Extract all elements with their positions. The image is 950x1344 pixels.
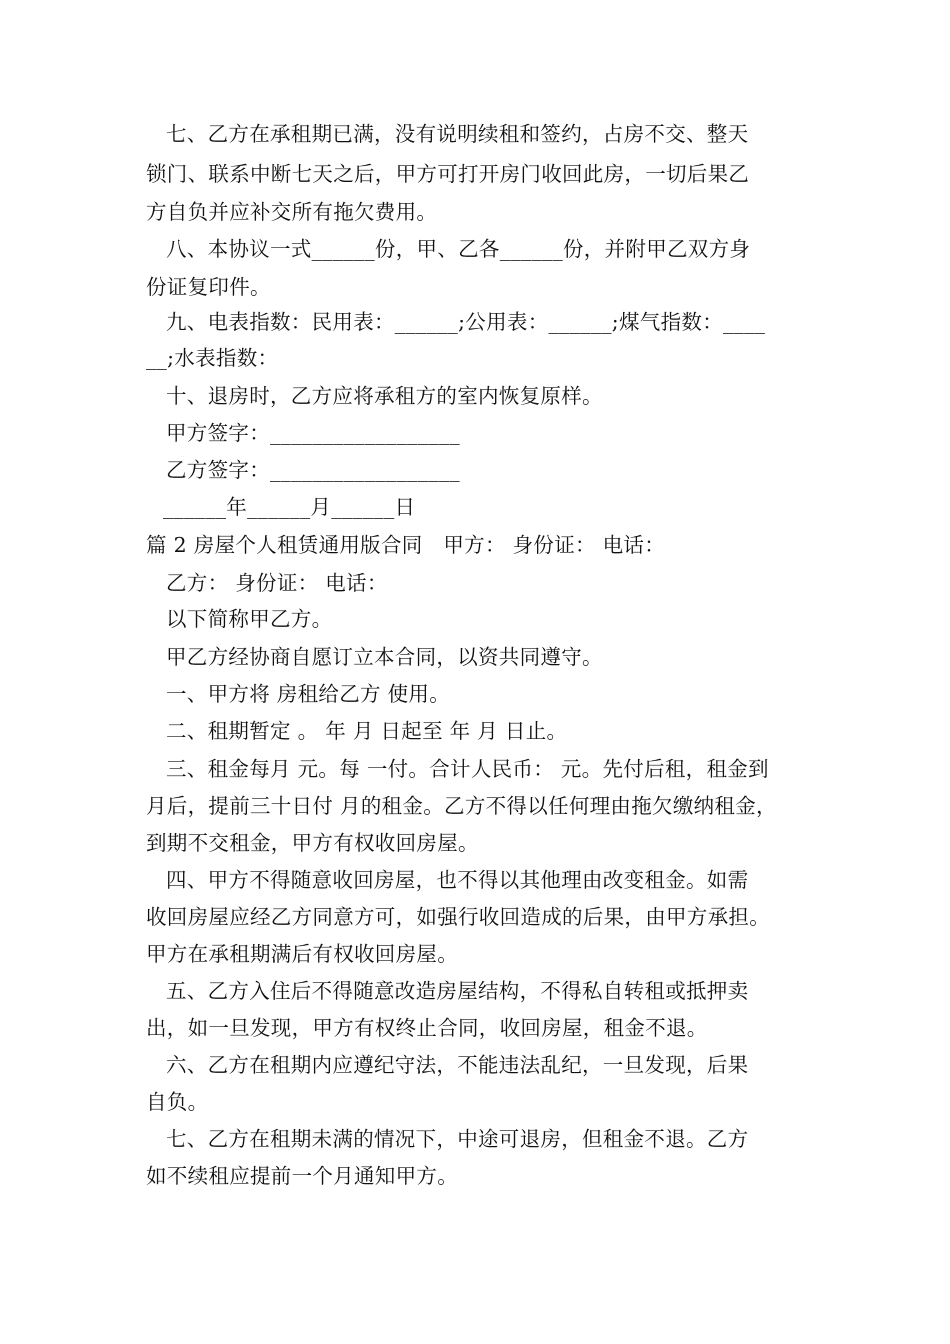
clause-8-line-2: 份证复印件。 xyxy=(146,275,271,299)
party-b-info: 乙方： 身份证： 电话： xyxy=(166,571,388,595)
clause-8-line-1: 八、本协议一式______份，甲、乙各______份，并附甲乙双方身 xyxy=(166,237,751,261)
clause-7-line-2: 锁门、联系中断七天之后，甲方可打开房门收回此房，一切后果乙 xyxy=(146,162,750,186)
clause-7-line-3: 方自负并应补交所有拖欠费用。 xyxy=(146,200,438,224)
party-a-signature: 甲方签字：__________________ xyxy=(166,421,460,445)
article-4-line-1: 四、甲方不得随意收回房屋，也不得以其他理由改变租金。如需 xyxy=(166,868,749,892)
contract-2-heading: 篇 2 房屋个人租赁通用版合同 甲方： 身份证： 电话： xyxy=(146,533,666,557)
article-3-line-3: 到期不交租金，甲方有权收回房屋。 xyxy=(146,831,479,855)
article-7-line-1: 七、乙方在租期未满的情况下，中途可退房，但租金不退。乙方 xyxy=(166,1127,749,1151)
clause-7-line-1: 七、乙方在承租期已满，没有说明续租和签约，占房不交、整天 xyxy=(166,122,749,146)
article-4-line-3: 甲方在承租期满后有权收回房屋。 xyxy=(146,942,458,966)
article-6-line-2: 自负。 xyxy=(146,1090,209,1114)
clause-9-line-1: 九、电表指数：民用表：______;公用表：______;煤气指数：____ xyxy=(166,310,766,334)
signature-date: ______年______月______日 xyxy=(163,495,416,519)
article-5-line-2: 出，如一旦发现，甲方有权终止合同，收回房屋，租金不退。 xyxy=(146,1016,708,1040)
article-6-line-1: 六、乙方在租期内应遵纪守法，不能违法乱纪，一旦发现，后果 xyxy=(166,1053,749,1077)
article-3-line-2: 月后，提前三十日付 月的租金。乙方不得以任何理由拖欠缴纳租金， xyxy=(146,794,777,818)
clause-9-line-2: __;水表指数： xyxy=(146,346,279,370)
agreement-statement: 甲乙方经协商自愿订立本合同，以资共同遵守。 xyxy=(166,645,603,669)
clause-10-line: 十、退房时，乙方应将承租方的室内恢复原样。 xyxy=(166,384,603,408)
party-b-signature: 乙方签字：__________________ xyxy=(166,458,460,482)
article-4-line-2: 收回房屋应经乙方同意方可，如强行收回造成的后果，由甲方承担。 xyxy=(146,905,770,929)
article-2-line: 二、租期暂定 。 年 月 日起至 年 月 日止。 xyxy=(166,719,568,743)
article-3-line-1: 三、租金每月 元。每 一付。合计人民币： 元。先付后租，租金到 xyxy=(166,757,769,781)
abbreviation-note: 以下简称甲乙方。 xyxy=(166,607,333,631)
article-7-line-2: 如不续租应提前一个月通知甲方。 xyxy=(146,1164,458,1188)
article-5-line-1: 五、乙方入住后不得随意改造房屋结构，不得私自转租或抵押卖 xyxy=(166,979,749,1003)
article-1-line: 一、甲方将 房租给乙方 使用。 xyxy=(166,682,451,706)
